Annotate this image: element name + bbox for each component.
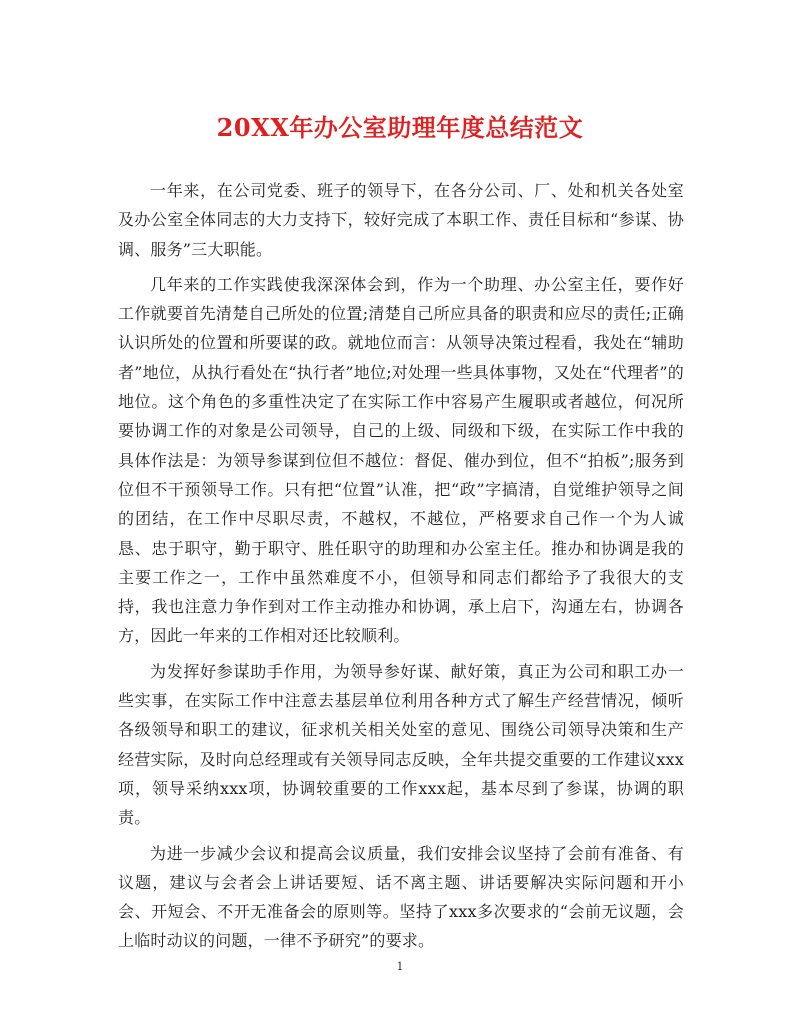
page-number: 1 — [396, 960, 404, 973]
document-title: 20XX年办公室助理年度总结范文 — [216, 113, 584, 142]
document-body — [118, 176, 684, 962]
paragraph-2: 几年来的工作实践使我深深体会到，作为一个助理、办公室主任，要作好工作就要首先清楚自己所处的位置;清楚自己所应具备的职责和应尽的责任;正确认识所处的位置和所要谋的政。就地位而言：从领导决策过程看，我处在“辅助者”地位，从执行看处在“执行者”地位;对处理一些具体事物，又处在“代理者”的地位。这个角色的多重性决定了在实际工作中容易产生履职或者越位，何况所要协调工作的对象是公司领导，自己的上级、同级和下级，在实际工作中我的具体作法是：为领导参谋到位但不越位：督促、催办到位，但不“拍板”;服务到位但不干预领导工作。只有把“位置”认准，把“政”字搞清，自觉维护领导之间的团结，在工作中尽职尽责，不越权，不越位，严格要求自己作一个为人诚恳、忠于职守，勤于职守、胜任职守的助理和办公室主任。推办和协调是我的主要工作之一，工作中虽然难度不小，但领导和同志们都给予了我很大的支持，我也注意力争作到对工作主动推办和协调，承上启下，沟通左右，协调各方，因此一年来的工作相对还比较顺利。 — [118, 274, 684, 646]
paragraph-4: 为进一步减少会议和提高会议质量，我们安排会议坚持了会前有准备、有议题，建议与会者会上讲话要短、话不离主题、讲话要解决实际问题和开小会、开短会、不开无准备会的原则等。坚持了xxx多次要求的“会前无议题，会上临时动议的问题，一律不予研究”的要求。 — [118, 843, 684, 951]
paragraph-3: 为发挥好参谋助手作用，为领导参好谋、献好策，真正为公司和职工办一些实事，在实际工作中注意去基层单位利用各种方式了解生产经营情况，倾听各级领导和职工的建议，征求机关相关处室的意见、围绕公司领导决策和生产经营实际，及时向总经理或有关领导同志反映，全年共提交重要的工作建议xxx项，领导采纳xxx项，协调较重要的工作xxx起，基本尽到了参谋，协调的职责。 — [118, 661, 684, 828]
paragraph-1: 一年来，在公司党委、班子的领导下，在各分公司、厂、处和机关各处室及办公室全体同志的大力支持下，较好完成了本职工作、责任目标和“参谋、协调、服务”三大职能。 — [118, 181, 684, 259]
